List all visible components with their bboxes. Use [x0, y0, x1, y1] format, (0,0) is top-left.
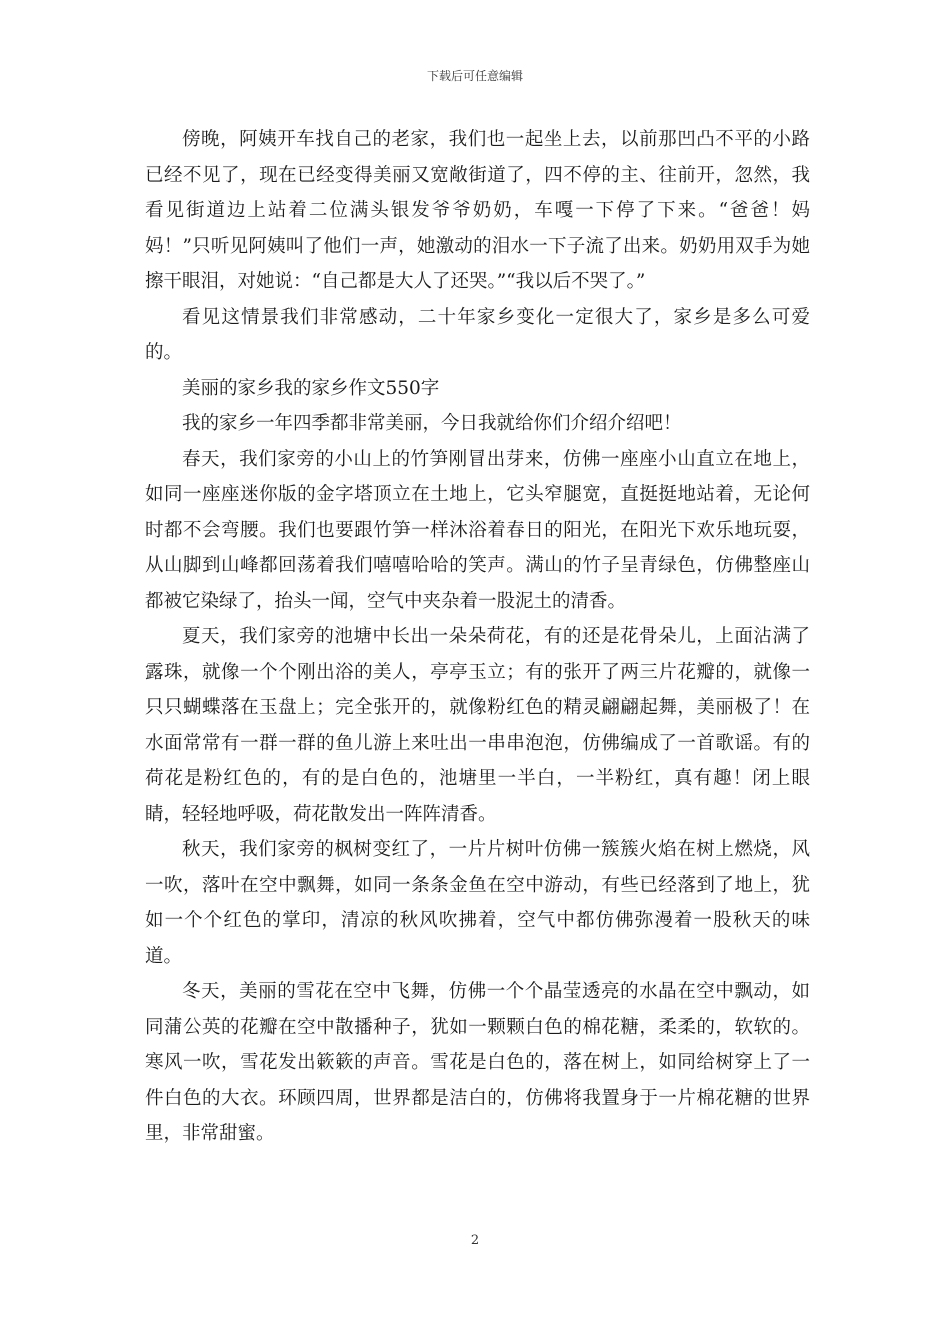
- essay-title: 美丽的家乡我的家乡作文550字: [182, 377, 440, 399]
- document-body: [145, 122, 810, 1152]
- page-header: 下载后可任意编辑: [426, 69, 523, 83]
- paragraph-winter: 冬天，美丽的雪花在空中飞舞，仿佛一个个晶莹透亮的水晶在空中飘动，如同蒲公英的花瓣在空中散播种子，犹如一颗颗白色的棉花糖，柔柔的，软软的。寒风一吹，雪花发出簌簌的声音。雪花是白色的，落在树上，如同给树穿上了一件白色的大衣。环顾四周，世界都是洁白的，仿佛将我置身于一片棉花糖的世界里，非常甜蜜。: [145, 981, 810, 1144]
- paragraph-spring: 春天，我们家旁的小山上的竹笋刚冒出芽来，仿佛一座座小山直立在地上，如同一座座迷你版的金字塔顶立在土地上，它头窄腿宽，直挺挺地站着，无论何时都不会弯腰。我们也要跟竹笋一样沐浴着春日的阳光，在阳光下欢乐地玩耍，从山脚到山峰都回荡着我们嘻嘻哈哈的笑声。满山的竹子呈青绿色，仿佛整座山都被它染绿了，抬头一闻，空气中夹杂着一股泥土的清香。: [145, 448, 810, 612]
- paragraph: 看见这情景我们非常感动，二十年家乡变化一定很大了，家乡是多么可爱的。: [145, 306, 810, 363]
- paragraph: 我的家乡一年四季都非常美丽，今日我就给你们介绍介绍吧！: [182, 413, 682, 434]
- paragraph: 傍晚，阿姨开车找自己的老家，我们也一起坐上去，以前那凹凸不平的小路已经不见了，现在已经变得美丽又宽敞街道了，四不停的主、往前开，忽然，我看见街道边上站着二位满头银发爷爷奶奶，车嘎一下停了下来。“爸爸！妈妈！”只听见阿姨叫了他们一声，她激动的泪水一下子流了出来。奶奶用双手为她擦干眼泪，对她说：“自己都是大人了还哭。”“我以后不哭了。”: [145, 129, 810, 292]
- paragraph-summer: 夏天，我们家旁的池塘中长出一朵朵荷花，有的还是花骨朵儿，上面沾满了露珠，就像一个个刚出浴的美人，亭亭玉立；有的张开了两三片花瓣的，就像一只只蝴蝶落在玉盘上；完全张开的，就像粉红色的精灵翩翩起舞，美丽极了！在水面常常有一群一群的鱼儿游上来吐出一串串泡泡，仿佛编成了一首歌谣。有的荷花是粉红色的，有的是白色的，池塘里一半白，一半粉红，真有趣！闭上眼睛，轻轻地呼吸，荷花散发出一阵阵清香。: [145, 626, 810, 825]
- page-number: 2: [470, 1233, 480, 1248]
- paragraph-autumn: 秋天，我们家旁的枫树变红了，一片片树叶仿佛一簇簇火焰在树上燃烧，风一吹，落叶在空中飘舞，如同一条条金鱼在空中游动，有些已经落到了地上，犹如一个个红色的掌印，清凉的秋风吹拂着，空气中都仿佛弥漫着一股秋天的味道。: [145, 839, 810, 967]
